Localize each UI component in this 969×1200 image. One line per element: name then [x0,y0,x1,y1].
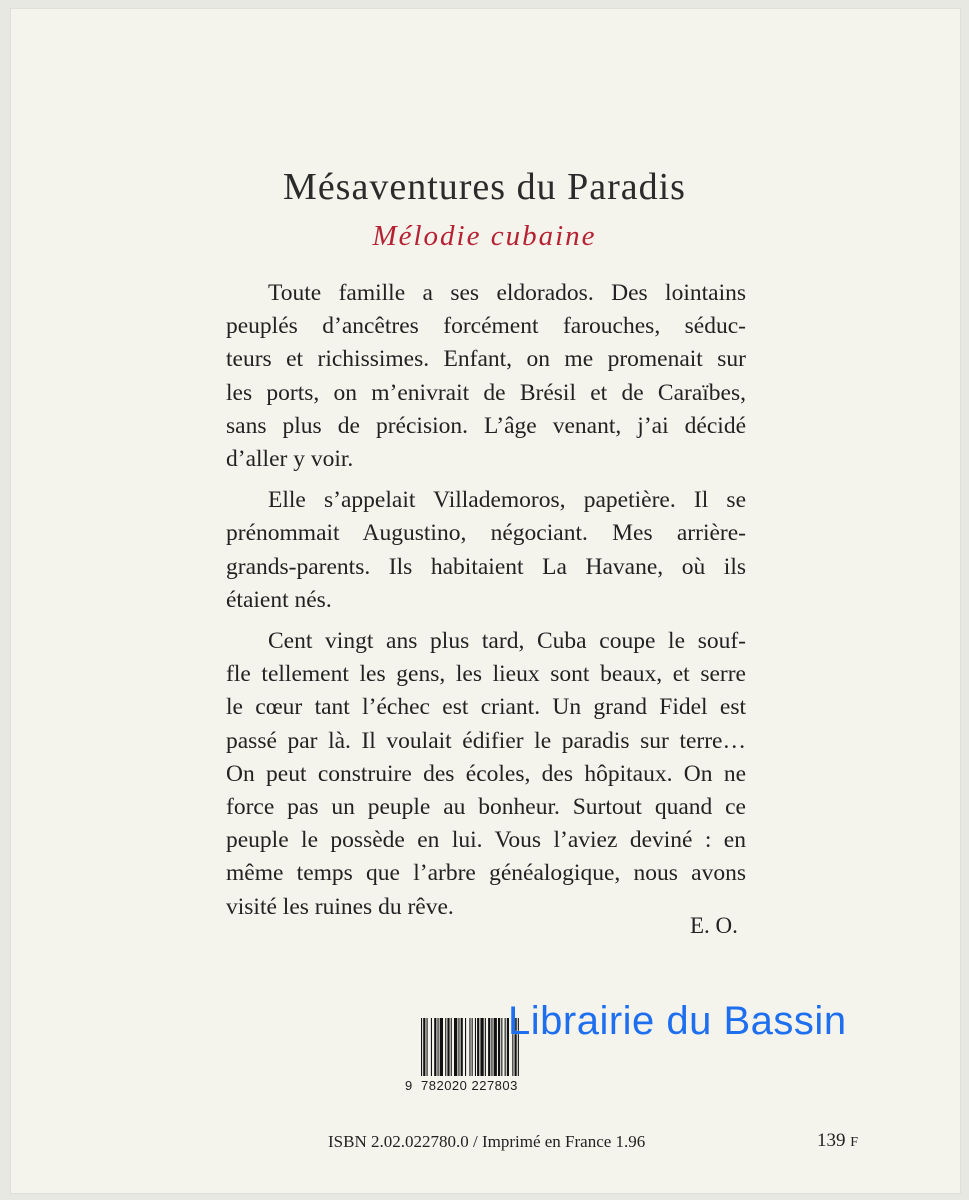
barcode-bar [447,1018,449,1076]
blurb-line: prénommait Augustino, négociant. Mes arrière- [226,520,746,547]
barcode-bar [475,1018,476,1076]
barcode-bar [485,1018,486,1076]
blurb-line: le cœur tant l’échec est criant. Un grand Fidel est [226,694,746,721]
blurb-line: même temps que l’arbre généalogique, nous avons [226,860,746,887]
barcode-bar [465,1018,466,1076]
blurb-line: Toute famille a ses eldorados. Des lointains [268,280,746,306]
price-value: 139 [817,1130,846,1151]
barcode-bar [423,1018,425,1076]
blurb-text [226,277,746,924]
barcode-digits [405,1078,563,1093]
barcode-bar [440,1018,443,1076]
blurb-line: d’aller y voir. [226,446,354,473]
barcode-bar [501,1018,502,1076]
price-label [817,1130,858,1152]
barcode-bar [451,1018,452,1076]
barcode-bar [454,1018,457,1076]
book-subtitle: Mélodie cubaine [372,220,597,252]
blurb-line: les ports, on m’enivrait de Brésil et de Caraïbes, [226,379,746,406]
blurb-line: étaient nés. [226,586,332,613]
blurb-line: Cent vingt ans plus tard, Cuba coupe le souf- [268,628,746,655]
barcode-bar [494,1018,497,1076]
blurb-line: On peut construire des écoles, des hôpitaux. On ne [226,760,746,787]
blurb-line: sans plus de précision. L’âge venant, j’ai décidé [226,412,746,439]
barcode-bar [445,1018,446,1076]
blurb-line: passé par là. Il voulait édifier le paradis sur terre… [226,727,746,754]
barcode-bar [458,1018,459,1076]
barcode-bar [477,1018,479,1076]
blurb-line: fle tellement les gens, les lieux sont beaux, et serre [226,661,746,688]
blurb-line: visité les ruines du rêve. [226,893,454,920]
barcode-bar [421,1018,422,1076]
book-title: Mésaventures du Paradis [283,166,686,208]
isbn-line: ISBN 2.02.022780.0 / Imprimé en France 1.96 [328,1132,646,1151]
barcode-bar [480,1018,483,1076]
bookseller-watermark: Librairie du Bassin [508,999,847,1043]
price-currency: F [850,1135,859,1150]
barcode-number: 782020 227803 [421,1078,518,1093]
blurb-line: peuple le possède en lui. Vous l’aviez deviné : en [226,827,746,854]
barcode-lead-digit: 9 [405,1078,413,1093]
barcode-bar [434,1018,436,1076]
barcode-bar [498,1018,500,1076]
barcode-bar [431,1018,432,1076]
barcode-bar [461,1018,463,1076]
blurb-line: Elle s’appelait Villademoros, papetière. Il se [268,487,746,514]
blurb-line: teurs et richissimes. Enfant, on me promenait sur [226,346,746,373]
barcode-bar [469,1018,470,1076]
barcode-bar [505,1018,506,1076]
blurb-line: peuplés d’ancêtres forcément farouches, séduc- [226,313,746,340]
blurb-line: grands-parents. Ils habitaient La Havane, où ils [226,553,746,580]
barcode-bar [488,1018,490,1076]
blurb-line: force pas un peuple au bonheur. Surtout quand ce [226,794,746,821]
barcode-bar [472,1018,473,1076]
barcode-bar [491,1018,492,1076]
barcode-bar [427,1018,428,1076]
barcode-bar [438,1018,439,1076]
author-initials: E. O. [690,913,738,938]
